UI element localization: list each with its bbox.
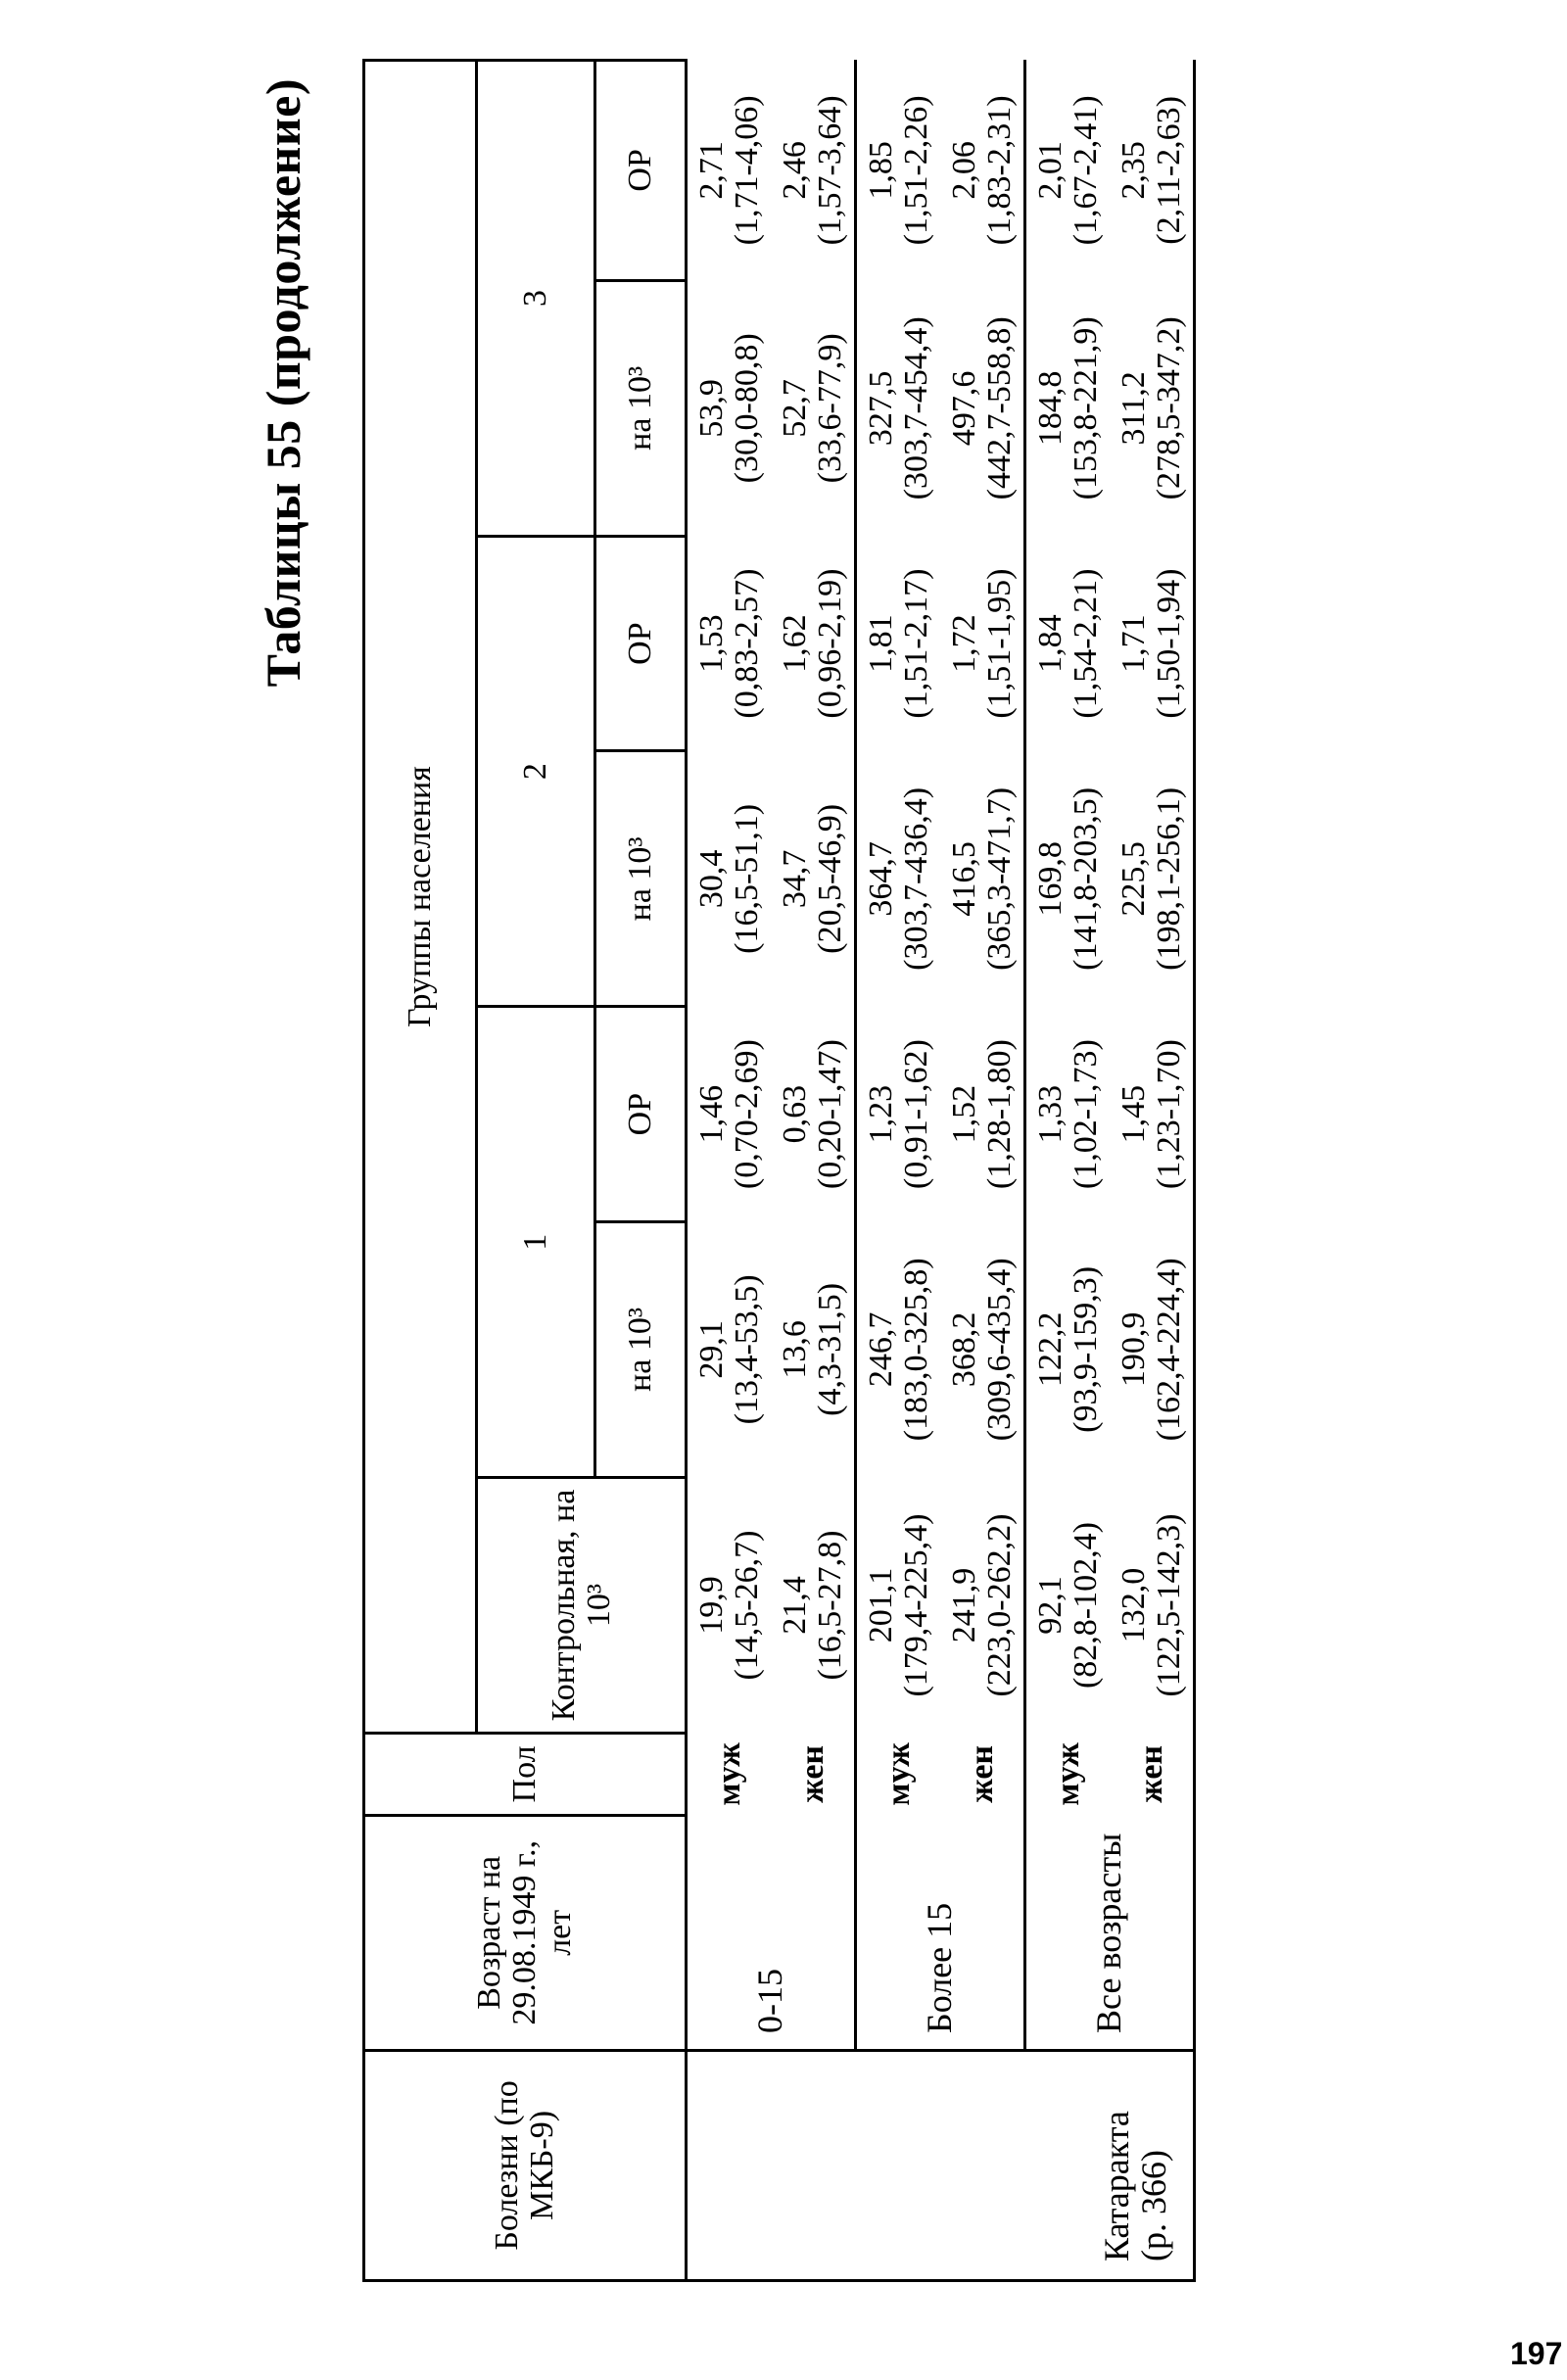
g3-rate-value: 311,2 (278,5-347,2) [1110,280,1195,536]
sex-cell: жен [1110,1734,1195,1816]
control-value: 21,4 (16,5-27,8) [776,1530,848,1681]
data-table [362,59,1196,2282]
g3-or-value: 2,35 (2,11-2,63) [1110,61,1195,281]
table-row [1025,61,1111,2281]
header-g2-or: ОР [595,536,687,750]
g2-or-value: 1,62 (0,96-2,19) [776,568,848,719]
g3-or-value: 2,46 (1,57-3,64) [776,95,848,246]
header-group-1: 1 [477,1007,595,1478]
g1-or-value: 1,23 (0,91-1,62) [856,1007,941,1221]
disease-code: (р. 366) [1134,2150,1174,2261]
page-number: 197 [1510,2336,1563,2371]
sex-cell: муж [856,1734,941,1816]
g1-rate-value: 190,9 (162,4-224,4) [1110,1221,1195,1477]
header-groups: Группы населения [364,61,477,1734]
table-row [856,61,941,2281]
header-g1-or: ОР [595,1007,687,1221]
table-container [362,59,1196,2282]
header-group-2: 2 [477,536,595,1007]
g1-rate-value: 122,2 (93,9-159,3) [1025,1221,1111,1477]
g3-rate-value: 53,9 (30,0-80,8) [692,333,765,484]
control-value: 92,1 (82,8-102,4) [1025,1477,1111,1733]
sex-cell: жен [963,1744,1000,1803]
header-sex: Пол [364,1734,687,1816]
g1-or-value: 0,63 (0,20-1,47) [776,1039,848,1190]
g2-or-value: 1,84 (1,54-2,21) [1025,536,1111,750]
g1-or-value: 1,33 (1,02-1,73) [1025,1007,1111,1221]
header-age: Возраст на 29.08.1949 г., лет [364,1815,687,2050]
g1-or-value: 1,52 (1,28-1,80) [945,1039,1018,1190]
g1-rate-value: 246,7 (183,0-325,8) [856,1221,941,1477]
g3-rate-value: 184,8 (153,8-221,9) [1025,280,1111,536]
header-control: Контрольная, на 10³ [477,1477,687,1733]
header-disease: Болезни (по МКБ-9) [364,2050,687,2280]
header-g3-or: ОР [595,61,687,281]
table-caption: Таблицы 55 (продолжение) [256,78,310,688]
g1-rate-value: 13,6 (4,3-31,5) [776,1282,848,1416]
rotated-page [255,59,1449,2282]
g3-rate-value: 327,5 (303,7-454,4) [856,280,941,536]
sex-cell: муж [1025,1734,1111,1816]
g2-rate-value: 34,7 (20,5-46,9) [776,803,848,954]
disease-name: Катаракта [1097,2111,1137,2261]
sex-cell: муж [710,1742,747,1806]
header-group-3: 3 [477,61,595,537]
sex-cell: жен [793,1744,831,1803]
g3-or-value: 2,01 (1,67-2,41) [1025,61,1111,281]
control-value: 19,9 (14,5-26,7) [692,1530,765,1681]
age-group-cell: 0-15 [750,1968,790,2033]
disease-cell [687,2050,1195,2280]
g2-rate-value: 416,5 (365,3-471,7) [945,786,1018,971]
table-body [687,61,1195,2281]
control-value: 132,0 (122,5-142,3) [1110,1477,1195,1733]
control-value: 201,1 (179,4-225,4) [856,1477,941,1733]
g1-or-value: 1,46 (0,70-2,69) [692,1039,765,1190]
g2-rate-value: 30,4 (16,5-51,1) [692,803,765,954]
g3-or-value: 2,71 (1,71-4,06) [692,95,765,246]
g3-or-value: 1,85 (1,51-2,26) [856,61,941,281]
control-value: 241,9 (223,0-262,2) [945,1513,1018,1697]
g2-or-value: 1,71 (1,50-1,94) [1110,536,1195,750]
g3-or-value: 2,06 (1,83-2,31) [945,95,1018,246]
age-group-cell: Все возрасты [1025,1815,1195,2050]
g2-rate-value: 364,7 (303,7-436,4) [856,751,941,1007]
header-g3-rate: на 10³ [595,280,687,536]
g2-rate-value: 225,5 (198,1-256,1) [1110,751,1195,1007]
g1-or-value: 1,45 (1,23-1,70) [1110,1007,1195,1221]
g2-or-value: 1,53 (0,83-2,57) [692,568,765,719]
g1-rate-value: 29,1 (13,4-53,5) [692,1274,765,1425]
g2-or-value: 1,81 (1,51-2,17) [856,536,941,750]
header-g2-rate: на 10³ [595,751,687,1007]
table-row [687,61,772,2281]
age-group-cell: Более 15 [856,1815,1025,2050]
g2-rate-value: 169,8 (141,8-203,5) [1025,751,1111,1007]
g3-rate-value: 52,7 (33,6-77,9) [776,333,848,484]
g1-rate-value: 368,2 (309,6-435,4) [945,1258,1018,1442]
g3-rate-value: 497,6 (442,7-558,8) [945,316,1018,500]
header-g1-rate: на 10³ [595,1221,687,1477]
g2-or-value: 1,72 (1,51-1,95) [945,568,1018,719]
